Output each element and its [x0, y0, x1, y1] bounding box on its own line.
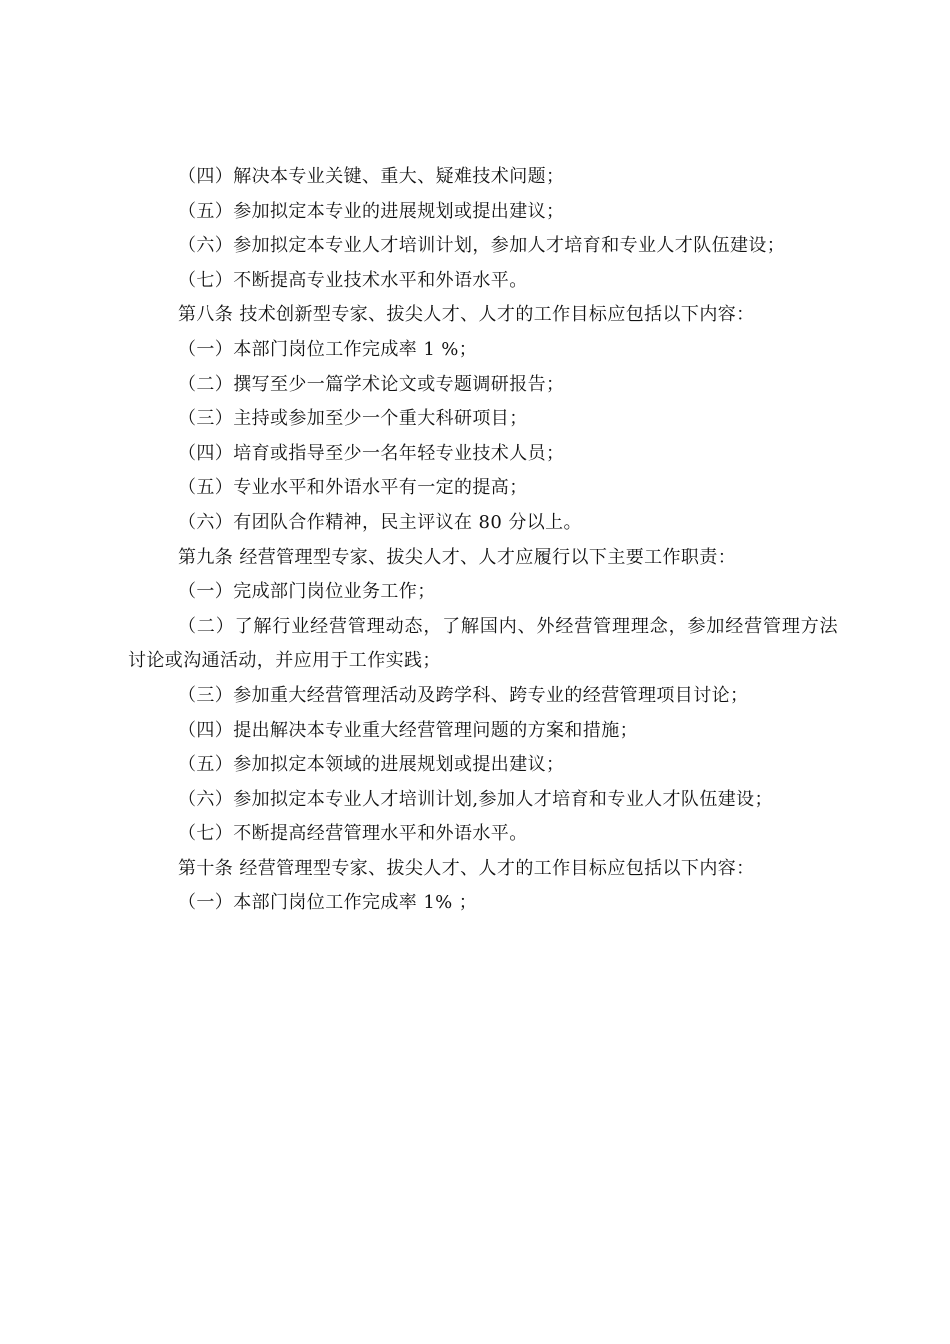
paragraph: （七）不断提高专业技术水平和外语水平。	[178, 269, 528, 291]
paragraph: （五）参加拟定本专业的进展规划或提出建议；	[178, 200, 565, 222]
paragraph: （二）撰写至少一篇学术论文或专题调研报告；	[178, 373, 565, 395]
paragraph: （四）培育或指导至少一名年轻专业技术人员；	[178, 442, 565, 464]
article-heading: 第十条 经营管理型专家、拔尖人才、人才的工作目标应包括以下内容：	[178, 857, 755, 879]
paragraph: （三）主持或参加至少一个重大科研项目；	[178, 408, 528, 430]
paragraph: （六）参加拟定本专业人才培训计划，参加人才培育和专业人才队伍建设；	[178, 235, 786, 257]
paragraph: （一）本部门岗位工作完成率 1% ；	[178, 892, 478, 914]
paragraph: （五）参加拟定本领域的进展规划或提出建议；	[178, 754, 565, 776]
paragraph: （一）本部门岗位工作完成率 1 %；	[178, 338, 478, 360]
document-body	[128, 160, 838, 921]
paragraph: （七）不断提高经营管理水平和外语水平。	[178, 823, 528, 845]
paragraph: （一）完成部门岗位业务工作；	[178, 581, 436, 603]
paragraph: （四）解决本专业关键、重大、疑难技术问题；	[178, 166, 565, 187]
article-heading: 第八条 技术创新型专家、拔尖人才、人才的工作目标应包括以下内容：	[178, 304, 755, 326]
paragraph: （六）有团队合作精神，民主评议在 80 分以上。	[178, 511, 582, 533]
paragraph: （六）参加拟定本专业人才培训计划,参加人才培育和专业人才队伍建设；	[178, 788, 773, 810]
paragraph: （三）参加重大经营管理活动及跨学科、跨专业的经营管理项目讨论；	[178, 684, 749, 706]
paragraph: （四）提出解决本专业重大经营管理问题的方案和措施；	[178, 719, 638, 741]
paragraph: （二）了解行业经营管理动态，了解国内、外经营管理理念，参加经营管理方法讨论或沟通活动，并应用于工作实践；	[128, 615, 838, 672]
paragraph: （五）专业水平和外语水平有一定的提高；	[178, 477, 528, 499]
article-heading: 第九条 经营管理型专家、拔尖人才、人才应履行以下主要工作职责：	[178, 546, 737, 568]
